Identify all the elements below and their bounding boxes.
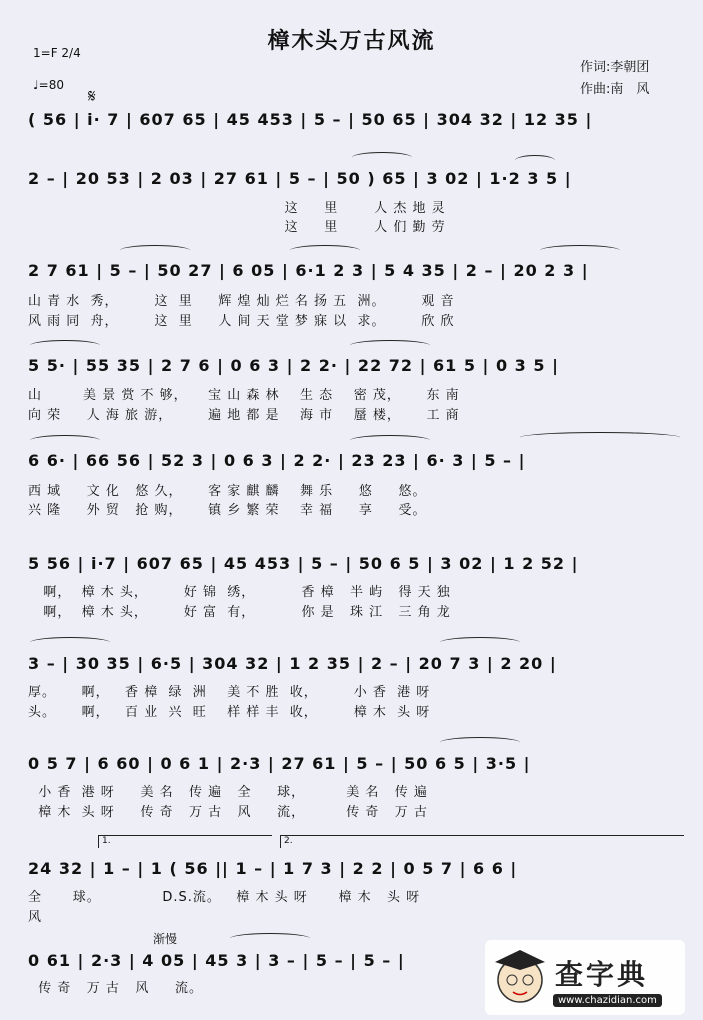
lyric-verse-2: 啊， 樟 木 头， 好 富 有， 你 是 珠 江 三 角 龙 xyxy=(28,605,451,620)
score-row-9 xyxy=(28,853,683,889)
notation-line: 6 6· | 66 56 | 52 3 | 0 6 3 | 2 2· | 23 23 | 6· 3 | 5 – | xyxy=(28,451,526,470)
lyric-verse-1: 西 域 文 化 悠 久， 客 家 麒 麟 舞 乐 悠 悠。 xyxy=(28,484,427,499)
lyric-verse-2: 兴 隆 外 贸 抢 购， 镇 乡 繁 荣 幸 福 享 受。 xyxy=(28,503,427,518)
lyric-verse-1: 全 球。 D.S.流。 樟 木 头 呀 樟 木 头 呀 xyxy=(28,890,421,905)
tie-arc xyxy=(440,637,520,648)
tie-arc xyxy=(30,637,110,648)
notation-line: 3 – | 30 35 | 6·5 | 304 32 | 1 2 35 | 2 – | 20 7 3 | 2 20 | xyxy=(28,654,557,673)
notation-line: 5 56 | i·7 | 607 65 | 45 453 | 5 – | 50 6 5 | 3 02 | 1 2 52 | xyxy=(28,554,579,573)
notation-line: 2 7 61 | 5 – | 50 27 | 6 05 | 6·1 2 3 | 5 4 35 | 2 – | 20 2 3 | xyxy=(28,261,589,280)
score-row-1 xyxy=(28,104,683,140)
lyric-verse-1: 厚。 啊， 香 樟 绿 洲 美 不 胜 收， 小 香 港 呀 xyxy=(28,685,431,700)
lyric-verse-2: 向 荣 人 海 旅 游， 遍 地 都 是 海 市 蜃 楼， 工 商 xyxy=(28,408,460,423)
score-row-7 xyxy=(28,648,683,684)
score-row-4 xyxy=(28,350,683,386)
notation-line: 24 32 | 1 – | 1 ( 56 || 1 – | 1 7 3 | 2 2 | 0 5 7 | 6 6 | xyxy=(28,859,518,878)
tie-arc xyxy=(230,933,310,944)
lyric-verse-2: 风 xyxy=(28,910,43,925)
lyric-verse-1: 这 里 人 杰 地 灵 xyxy=(28,201,446,216)
lyric-verse-2: 风 雨 同 舟， 这 里 人 间 天 堂 梦 寐 以 求。 欣 欣 xyxy=(28,314,455,329)
tempo-marking: ♩=80 xyxy=(33,78,64,92)
score-row-5 xyxy=(28,445,683,481)
tie-arc xyxy=(30,340,100,351)
lyric-verse-1: 山 美 景 赏 不 够， 宝 山 森 林 生 态 密 茂， 东 南 xyxy=(28,388,460,403)
lyric-verse-2: 头。 啊， 百 业 兴 旺 样 样 丰 收， 樟 木 头 呀 xyxy=(28,705,431,720)
notation-line: 5 5· | 55 35 | 2 7 6 | 0 6 3 | 2 2· | 22 72 | 61 5 | 0 3 5 | xyxy=(28,356,559,375)
lyric-verse-2: 这 里 人 们 勤 劳 xyxy=(28,220,446,235)
lyric-verse-1: 小 香 港 呀 美 名 传 遍 全 球， 美 名 传 遍 xyxy=(28,785,428,800)
watermark-title: 查字典 xyxy=(555,958,649,991)
score-row-3 xyxy=(28,255,683,291)
song-title: 樟木头万古风流 xyxy=(267,29,436,54)
lyricist-credit: 作词:李朝团 xyxy=(580,60,650,75)
lyric-verse-1: 啊， 樟 木 头， 好 锦 绣， 香 樟 半 屿 得 天 独 xyxy=(28,585,451,600)
segno-icon: 𝄋 xyxy=(88,86,96,107)
tie-arc xyxy=(515,155,555,166)
tie-arc xyxy=(290,245,360,256)
tie-arc xyxy=(540,245,620,256)
tie-arc xyxy=(520,432,680,443)
tie-arc xyxy=(30,435,100,446)
composer-credit: 作曲:南 风 xyxy=(580,82,650,97)
tie-arc xyxy=(350,435,430,446)
volta-bracket-1: 1. xyxy=(98,835,272,848)
volta-bracket-2: 2. xyxy=(280,835,684,848)
notation-line: 0 61 | 2·3 | 4 05 | 45 3 | 3 – | 5 – | 5 – | xyxy=(28,951,405,970)
ritardando-marking: 渐慢 xyxy=(153,932,178,946)
score-row-2 xyxy=(28,163,683,199)
notation-line: ( 56 | i· 7 | 607 65 | 45 453 | 5 – | 50 65 | 304 32 | 12 35 | xyxy=(28,110,593,129)
lyric-verse-1: 山 青 水 秀， 这 里 辉 煌 灿 烂 名 扬 五 洲。 观 音 xyxy=(28,294,455,309)
score-row-6 xyxy=(28,548,683,584)
tie-arc xyxy=(120,245,190,256)
tie-arc xyxy=(352,152,412,163)
key-signature: 1=F 2/4 xyxy=(33,46,81,60)
watermark-url: www.chazidian.com xyxy=(553,994,662,1007)
notation-line: 0 5 7 | 6 60 | 0 6 1 | 2·3 | 27 61 | 5 – | 50 6 5 | 3·5 | xyxy=(28,754,531,773)
lyric-verse-2: 樟 木 头 呀 传 奇 万 古 风 流， 传 奇 万 古 xyxy=(28,805,428,820)
tie-arc xyxy=(440,737,520,748)
lyric-verse-1: 传 奇 万 古 风 流。 xyxy=(28,981,203,996)
tie-arc xyxy=(350,340,430,351)
notation-line: 2 – | 20 53 | 2 03 | 27 61 | 5 – | 50 ) 65 | 3 02 | 1·2 3 5 | xyxy=(28,169,572,188)
score-row-8 xyxy=(28,748,683,784)
